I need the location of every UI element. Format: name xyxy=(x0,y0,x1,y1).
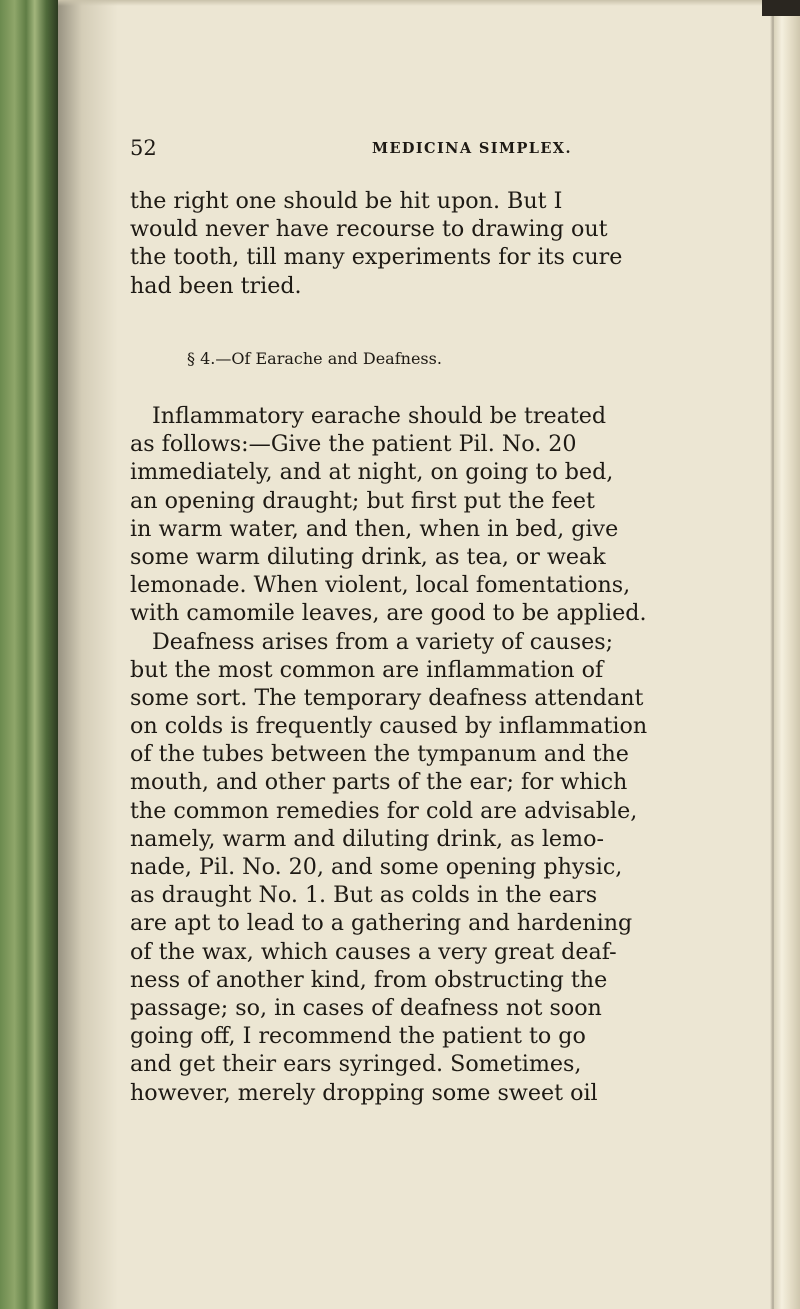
text-line: an opening draught; but first put the feet xyxy=(130,487,595,514)
text-line: however, merely dropping some sweet oil xyxy=(130,1079,598,1106)
text-line: are apt to lead to a gathering and hardening xyxy=(130,910,633,937)
text-line: but the most common are inflammation of xyxy=(130,656,604,683)
text-line: as follows:—Give the patient Pil. No. 20 xyxy=(130,431,577,458)
text-line: Deafness arises from a variety of causes; xyxy=(152,628,614,655)
text-line: ness of another kind, from obstructing the xyxy=(130,966,608,993)
text-line: with camomile leaves, are good to be applied. xyxy=(130,600,647,627)
paragraph-continued xyxy=(130,187,770,300)
text-line: the right one should be hit upon. But I xyxy=(130,188,563,214)
corner-shadow xyxy=(762,0,800,16)
text-line: had been tried. xyxy=(130,272,302,299)
text-line: some sort. The temporary deafness attendant xyxy=(130,684,644,711)
text-line: as draught No. 1. But as colds in the ears xyxy=(130,882,598,909)
running-head: MEDICINA SIMPLEX. xyxy=(372,140,572,157)
page-header xyxy=(130,136,750,166)
text-line: of the tubes between the tympanum and the xyxy=(130,741,629,768)
text-line: in warm water, and then, when in bed, give xyxy=(130,515,619,542)
text-line: of the wax, which causes a very great deaf- xyxy=(130,938,617,965)
text-line: namely, warm and diluting drink, as lemo- xyxy=(130,825,604,852)
text-line: going off, I recommend the patient to go xyxy=(130,1023,586,1050)
text-line: and get their ears syringed. Sometimes, xyxy=(130,1051,582,1078)
text-line: Inflammatory earache should be treated xyxy=(152,403,607,429)
text-line: on colds is frequently caused by inflammation xyxy=(130,713,648,740)
gutter-shadow xyxy=(58,0,118,1309)
page-number: 52 xyxy=(130,136,157,160)
text-line: passage; so, in cases of deafness not soon xyxy=(130,994,602,1021)
text-line: some warm diluting drink, as tea, or weak xyxy=(130,543,606,570)
text-line: nade, Pil. No. 20, and some opening physic, xyxy=(130,854,623,880)
text-line: lemonade. When violent, local fomentations, xyxy=(130,572,631,599)
text-line: immediately, and at night, on going to bed, xyxy=(130,459,614,486)
text-line: would never have recourse to drawing out xyxy=(130,216,608,243)
page-top-edge xyxy=(58,0,800,6)
section-heading: § 4.—Of Earache and Deafness. xyxy=(187,349,442,368)
book-binding xyxy=(0,0,58,1309)
text-line: the tooth, till many experiments for its cure xyxy=(130,244,623,271)
text-line: the common remedies for cold are advisable, xyxy=(130,797,638,824)
next-page-edge xyxy=(774,0,800,1309)
text-line: mouth, and other parts of the ear; for which xyxy=(130,769,628,796)
body-text xyxy=(130,402,770,1107)
